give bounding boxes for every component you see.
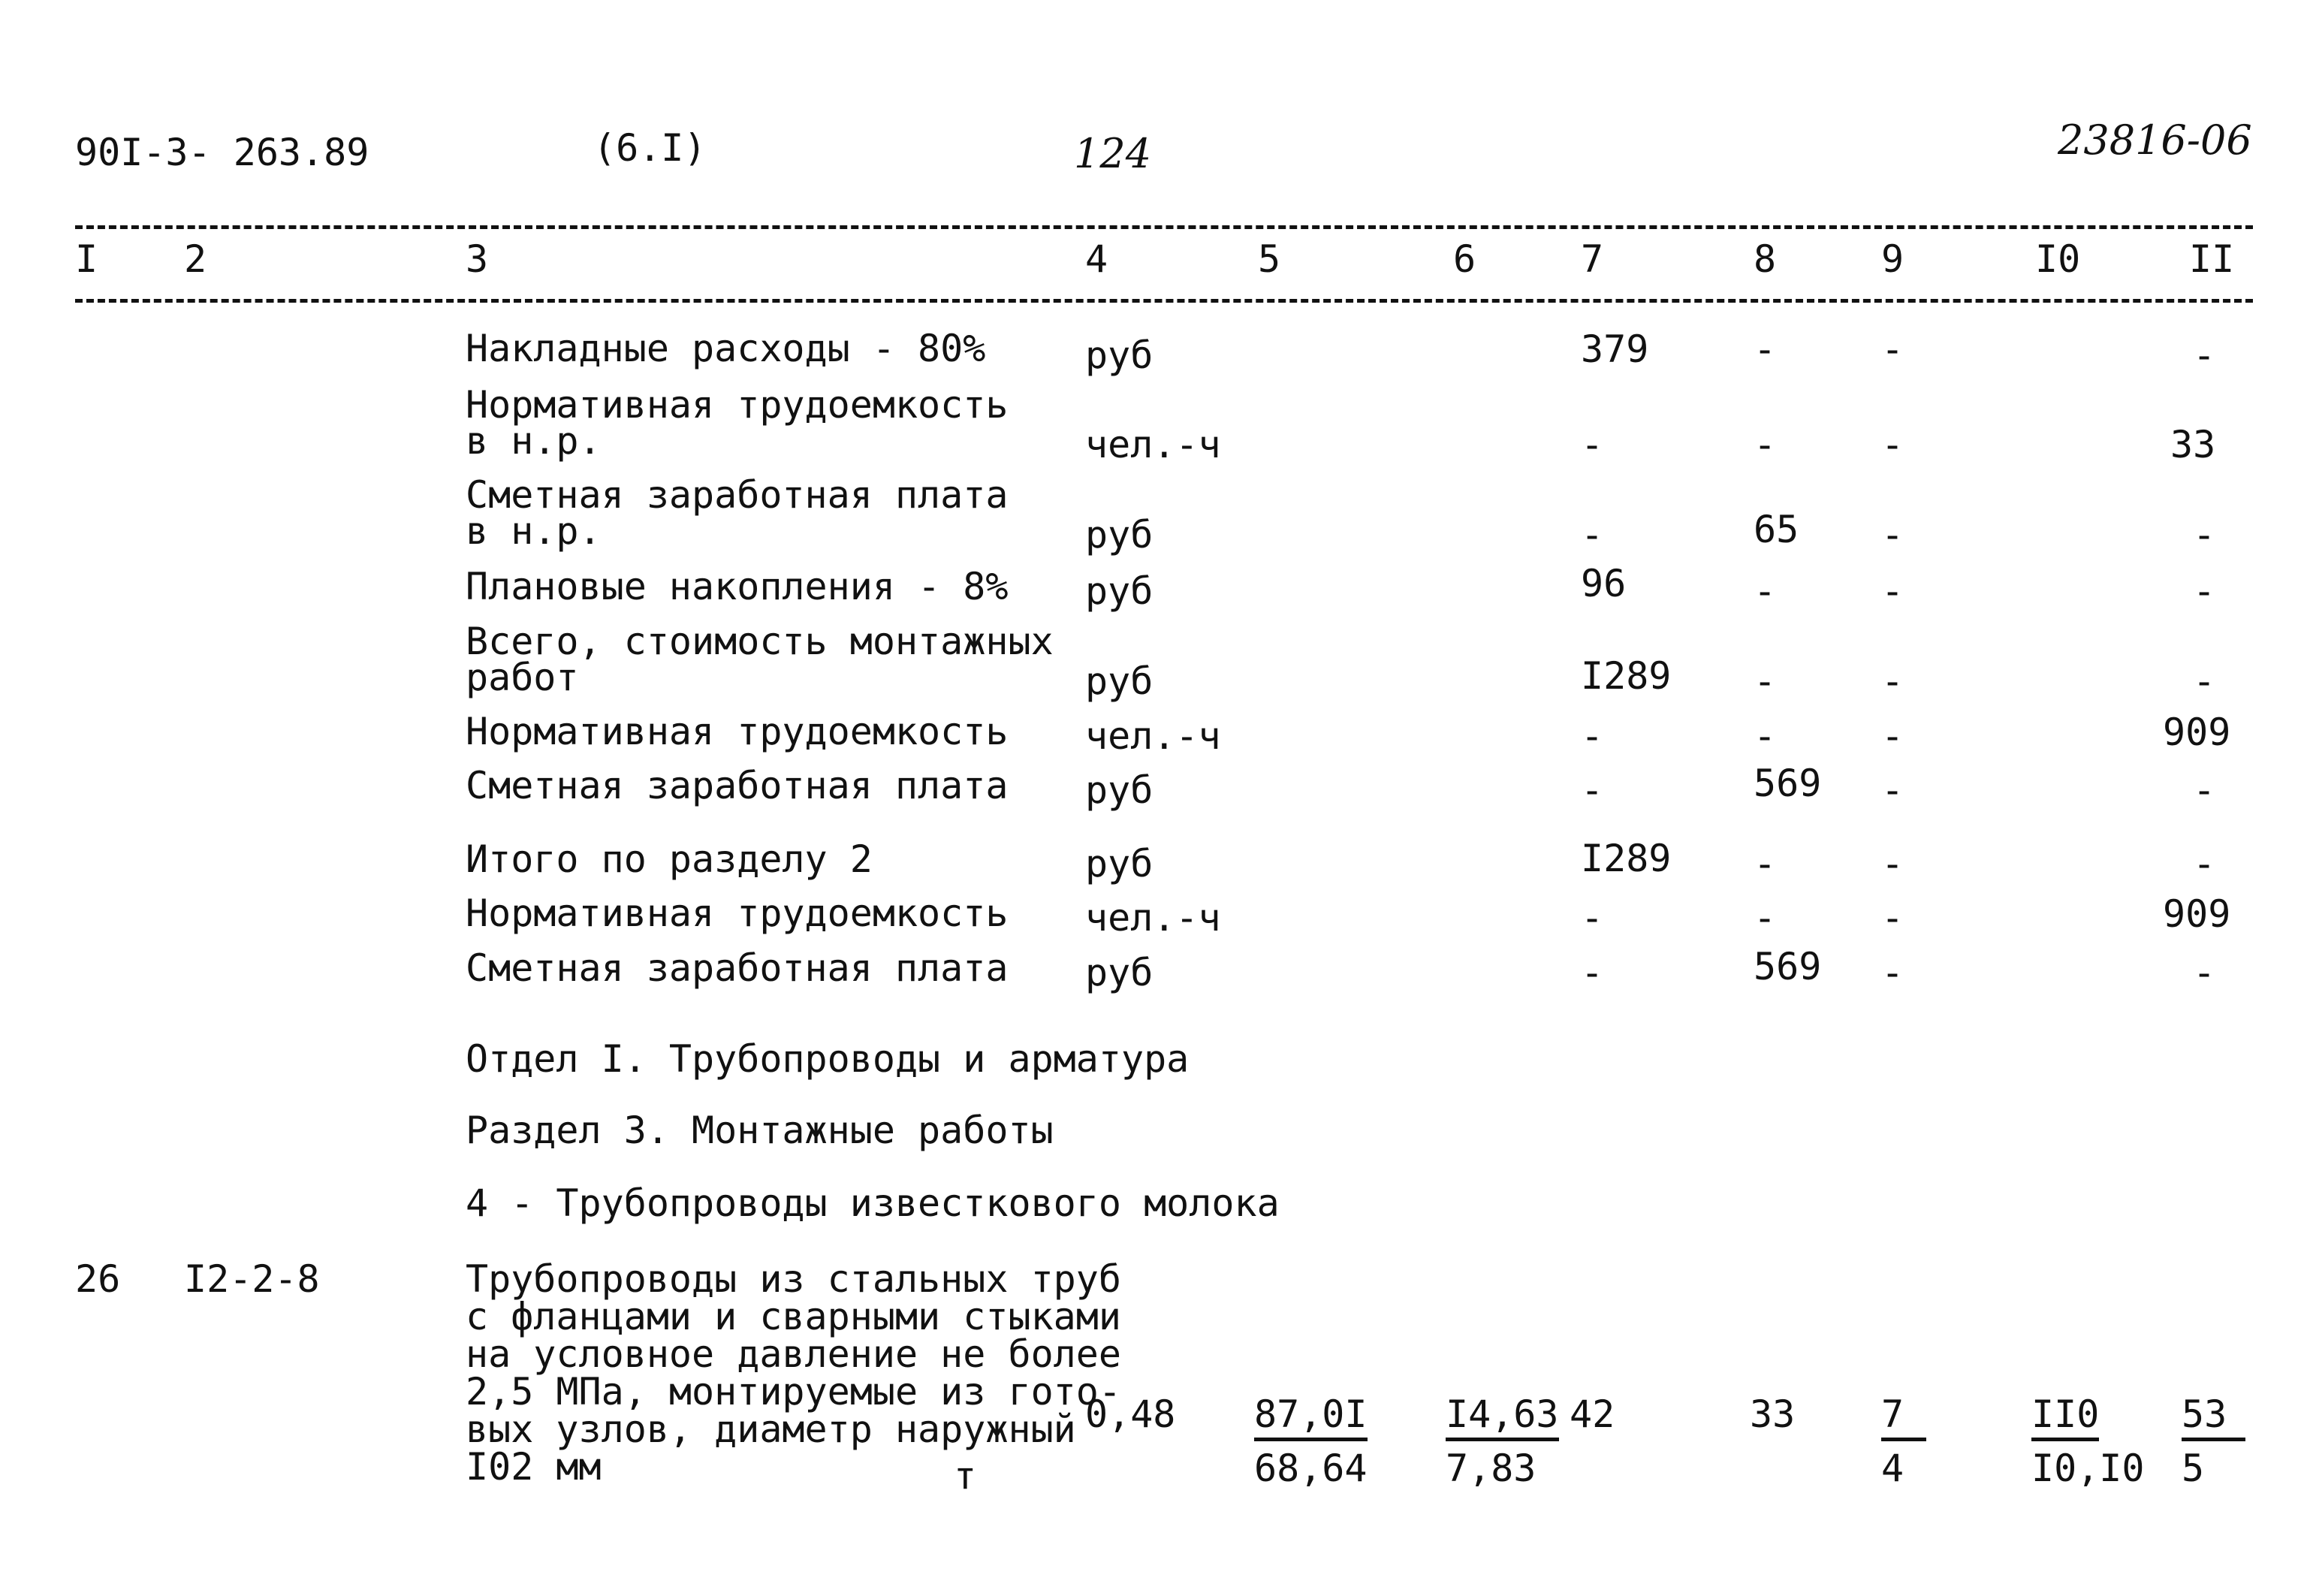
cell-col7: I289: [1581, 654, 1672, 698]
cell-col11: 909: [2163, 711, 2231, 754]
row-label: Сметная заработная плата в н.р.: [466, 473, 1009, 553]
cell-col9-top: 7: [1881, 1395, 1926, 1441]
cell-col7: -: [1581, 896, 1604, 940]
row-unit: руб: [1085, 659, 1154, 703]
cell-col7: -: [1581, 951, 1604, 994]
column-header: I0: [2035, 237, 2081, 281]
header-rule-bottom: [75, 299, 2253, 303]
row-label: Всего, стоимость монтажных работ: [466, 620, 1054, 699]
column-header: 6: [1453, 237, 1476, 281]
item-unit: т: [954, 1454, 977, 1498]
row-label: Сметная заработная плата: [466, 764, 1009, 807]
cell-col11-top: 53: [2182, 1395, 2245, 1441]
subsection-heading: 4 - Трубопроводы известкового молока: [466, 1181, 1280, 1225]
cell-col11: -: [2193, 569, 2216, 613]
section-heading: Раздел 3. Монтажные работы: [466, 1109, 1054, 1152]
cell-col7: -: [1581, 423, 1604, 466]
cell-col7: 42: [1570, 1392, 1615, 1436]
cell-col11: -: [2193, 513, 2216, 557]
document-code: 90I-3- 263.89: [75, 131, 369, 174]
row-unit: руб: [1085, 569, 1154, 613]
cell-col11: -: [2193, 333, 2216, 377]
row-unit: руб: [1085, 513, 1154, 557]
cell-col9: -: [1881, 896, 1904, 940]
cell-col9: -: [1881, 659, 1904, 703]
inventory-number: 23816-06: [2058, 116, 2252, 164]
cell-col11: -: [2193, 951, 2216, 994]
header-rule-top: [75, 225, 2253, 229]
cell-col6-top: I4,63: [1446, 1395, 1559, 1441]
row-unit: руб: [1085, 842, 1154, 885]
cell-col7: 96: [1581, 562, 1627, 605]
cell-col9: -: [1881, 513, 1904, 557]
cell-col8: 33: [1750, 1392, 1796, 1436]
row-unit: чел.-ч: [1085, 896, 1221, 940]
section-reference: (6.I): [593, 126, 707, 170]
cell-col11: 33: [2170, 423, 2216, 466]
cell-col7: -: [1581, 513, 1604, 557]
row-unit: руб: [1085, 768, 1154, 812]
row-label: Нормативная трудоемкость: [466, 892, 1009, 935]
column-header: 3: [466, 237, 489, 281]
item-code: I2-2-8: [184, 1257, 320, 1301]
cell-col8: -: [1754, 714, 1777, 758]
cell-col7: 379: [1581, 327, 1649, 371]
cell-col9: -: [1881, 714, 1904, 758]
column-header: 8: [1754, 237, 1777, 281]
cell-col11-bottom: 5: [2182, 1447, 2205, 1490]
item-number: 26: [75, 1257, 121, 1301]
row-label: Накладные расходы - 80%: [466, 327, 986, 370]
cell-col8: 65: [1754, 508, 1799, 551]
row-unit: руб: [1085, 333, 1154, 377]
cell-col8: -: [1754, 659, 1777, 703]
cell-col8: -: [1754, 423, 1777, 466]
cell-col5-top: 87,0I: [1254, 1395, 1368, 1441]
item-quantity: 0,48: [1085, 1392, 1176, 1436]
cell-col5-bottom: 68,64: [1254, 1447, 1368, 1490]
column-header: 2: [184, 237, 207, 281]
column-header: 5: [1258, 237, 1281, 281]
row-unit: чел.-ч: [1085, 714, 1221, 758]
column-header: 4: [1085, 237, 1108, 281]
cell-col8: 569: [1754, 762, 1822, 805]
department-heading: Отдел I. Трубопроводы и арматура: [466, 1037, 1190, 1081]
cell-col9: -: [1881, 842, 1904, 885]
cell-col10-top: II0: [2031, 1395, 2099, 1441]
column-header: II: [2189, 237, 2235, 281]
row-label: Плановые накопления - 8%: [466, 565, 1009, 608]
cell-col8: -: [1754, 896, 1777, 940]
cell-col9: -: [1881, 951, 1904, 994]
cell-col8: -: [1754, 327, 1777, 371]
item-description: Трубопроводы из стальных труб с фланцами и сварными стыками на условное давление не более 2,5 МПа, монтируемые из гото- вых узлов, диаметр наружный I02 мм: [466, 1257, 1121, 1489]
cell-col9: -: [1881, 569, 1904, 613]
column-header: 9: [1881, 237, 1904, 281]
cell-col7: -: [1581, 768, 1604, 812]
cell-col9: -: [1881, 423, 1904, 466]
cell-col11: 909: [2163, 892, 2231, 936]
cell-col8: -: [1754, 569, 1777, 613]
row-label: Нормативная трудоемкость в н.р.: [466, 383, 1009, 463]
cell-col8: 569: [1754, 945, 1822, 988]
cell-col7: I289: [1581, 837, 1672, 880]
cell-col9-bottom: 4: [1881, 1447, 1904, 1490]
page-number: 124: [1074, 130, 1152, 177]
row-unit: руб: [1085, 951, 1154, 994]
row-label: Сметная заработная плата: [466, 946, 1009, 990]
row-label: Нормативная трудоемкость: [466, 710, 1009, 753]
cell-col10-bottom: I0,I0: [2031, 1447, 2145, 1490]
cell-col8: -: [1754, 842, 1777, 885]
cell-col11: -: [2193, 768, 2216, 812]
column-header: 7: [1581, 237, 1604, 281]
cell-col7: -: [1581, 714, 1604, 758]
row-unit: чел.-ч: [1085, 423, 1221, 466]
cell-col11: -: [2193, 842, 2216, 885]
cell-col11: -: [2193, 659, 2216, 703]
column-header: I: [75, 237, 98, 281]
cell-col9: -: [1881, 768, 1904, 812]
cell-col9: -: [1881, 327, 1904, 371]
row-label: Итого по разделу 2: [466, 837, 873, 881]
cell-col6-bottom: 7,83: [1446, 1447, 1536, 1490]
